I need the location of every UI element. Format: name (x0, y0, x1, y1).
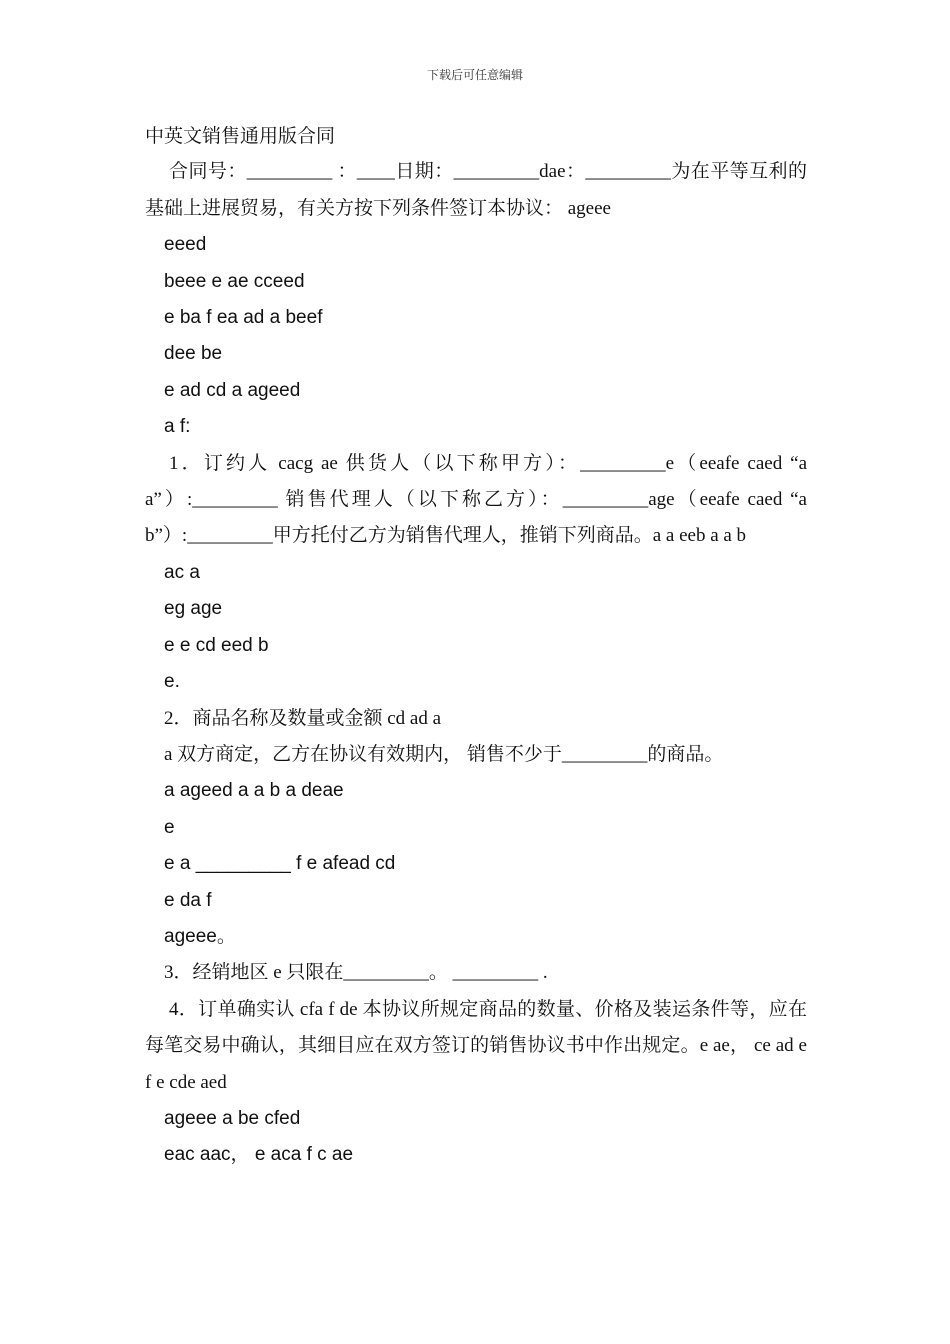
clause-3-territory: 3．经销地区 e 只限在_________。 _________ . (164, 962, 548, 984)
text-line: e. (164, 671, 180, 693)
text-line: a f: (164, 416, 191, 438)
text-line: e a _________ f e afead cd (164, 853, 396, 875)
text-line: e (164, 816, 175, 838)
text-line: beee e ae cceed (164, 270, 305, 292)
text-line: e ad cd a ageed (164, 379, 301, 401)
clause-2-text: a 双方商定，乙方在协议有效期内， 销售不少于_________的商品。 (164, 743, 724, 765)
clause-4-order-confirmation: 4．订单确实认 cfa f de 本协议所规定商品的数量、价格及装运条件等，应在每笔交易中确认，其细目应在双方签订的销售协议书中作出规定。e ae， ce ad e f e cde aed (145, 998, 807, 1093)
text-line: ageee a be cfed (164, 1107, 301, 1129)
contract-intro-paragraph: 合同号：_________ ：____日期：_________dae：_________为在平等互利的基础上进展贸易，有关方按下列条件签订本协议： ageee (145, 161, 807, 219)
text-line: e da f (164, 889, 212, 911)
page-header-note: 下载后可任意编辑 (426, 68, 523, 82)
text-line: dee be (164, 343, 223, 365)
document-body (145, 118, 807, 1174)
text-line: eeed (164, 234, 207, 256)
text-line: e e cd eed b (164, 634, 269, 656)
clause-2-heading: 2．商品名称及数量或金额 cd ad a (164, 707, 442, 729)
document-title: 中英文销售通用版合同 (145, 125, 336, 147)
text-line: a ageed a a b a deae (164, 780, 344, 802)
text-line: eac aac， e aca f c ae (164, 1144, 354, 1166)
text-line: e ba f ea ad a beef (164, 307, 323, 329)
text-line: eg age (164, 598, 223, 620)
text-line: ac a (164, 561, 200, 583)
clause-1-parties: 1．订约人 cacg ae 供货人（以下称甲方）：_________e（eeafe caed “a a”）:_________ 销售代理人（以下称乙方）：_________age（eeafe caed “a b”）:_________甲方托付乙方为销售代理人，推销下列商品。a a eeb a a b (145, 452, 807, 547)
text-line: ageee。 (164, 925, 236, 947)
